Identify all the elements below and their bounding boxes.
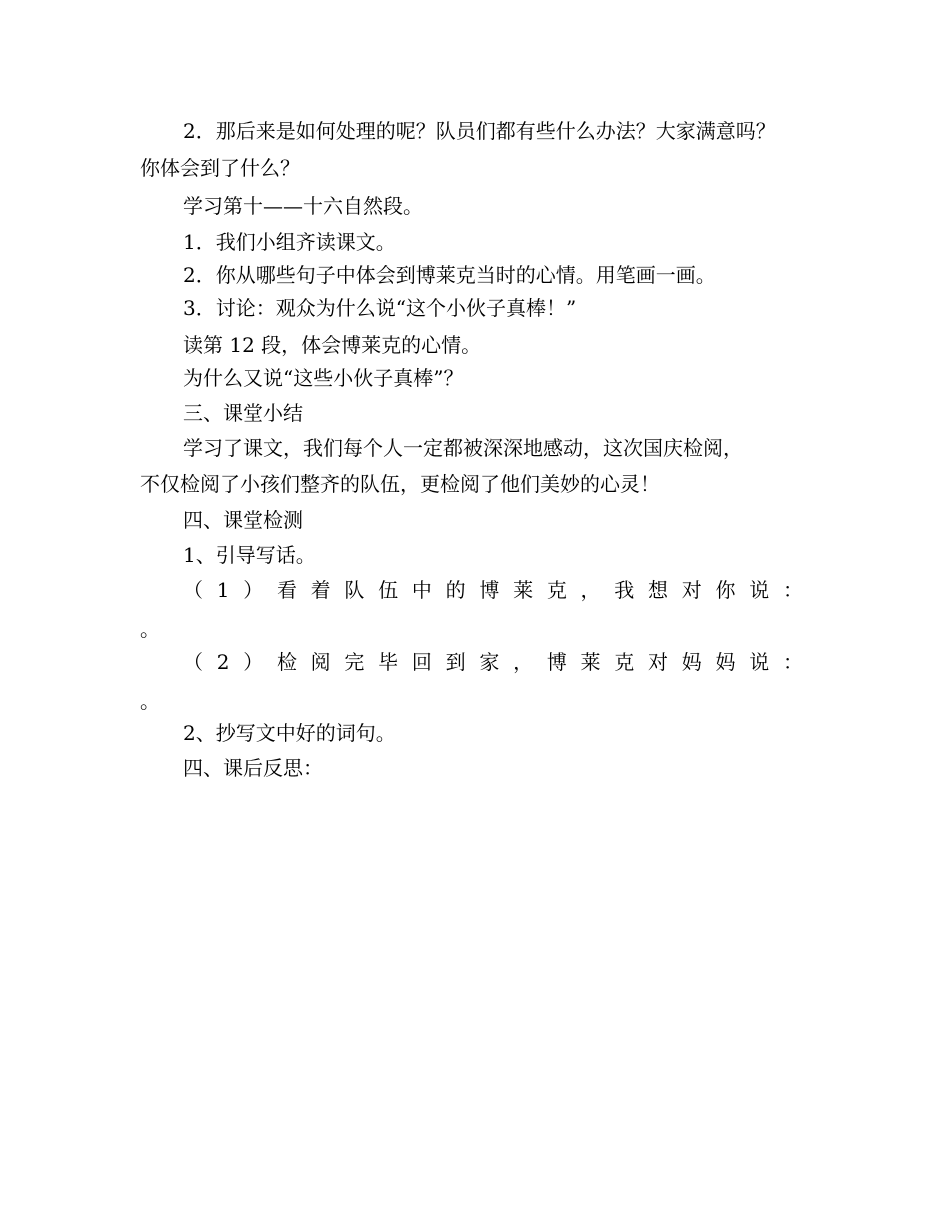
char: 克 [614,650,635,674]
paragraph-line: 2．你从哪些句子中体会到博莱克当时的心情。用笔画一画。 [183,263,716,287]
char: 完 [344,650,365,674]
char: 想 [648,578,669,602]
char: 对 [648,650,669,674]
char: 着 [310,578,331,602]
paragraph-line: 学习第十——十六自然段。 [183,194,423,218]
fill-in-line-2 [140,650,803,674]
section-heading: 四、课堂检测 [183,508,303,532]
char: 回 [411,650,432,674]
char: 莱 [513,578,534,602]
paragraph-line: 学习了课文，我们每个人一定都被深深地感动，这次国庆检阅， [183,436,743,460]
paragraph-line: 2．那后来是如何处理的呢？队员们都有些什么办法？大家满意吗？ [183,119,776,143]
paragraph-line: 不仅检阅了小孩们整齐的队伍，更检阅了他们美妙的心灵！ [140,472,660,496]
char: 你 [715,578,736,602]
char: 检 [276,650,297,674]
char: 2 [216,650,230,674]
char: 博 [546,650,567,674]
paragraph-line: 1、引导写话。 [183,543,316,567]
char: 博 [479,578,500,602]
char: 1 [216,578,230,602]
char: 说 [749,650,770,674]
char: 到 [445,650,466,674]
char: ） [243,578,264,602]
char: 中 [411,578,432,602]
paragraph-line: 读第 12 段，体会博莱克的心情。 [183,333,482,357]
char: 说 [749,578,770,602]
paragraph-line: 为什么又说“这些小伙子真棒”？ [183,366,464,390]
char: （ [183,650,203,674]
char: 伍 [378,578,399,602]
paragraph-line: 1．我们小组齐读课文。 [183,230,396,254]
section-heading: 三、课堂小结 [183,401,303,425]
char: ） [243,650,264,674]
char: 队 [344,578,365,602]
char: 妈 [715,650,736,674]
char: ， [580,578,601,602]
char: ， [513,650,534,674]
fill-in-line-2-end: 。 [140,689,160,713]
char: 看 [276,578,297,602]
char: 家 [479,650,500,674]
section-heading: 四、课后反思： [183,756,323,780]
paragraph-line: 你体会到了什么？ [140,156,300,180]
char: 阅 [310,650,331,674]
paragraph-line: 2、抄写文中好的词句。 [183,721,396,745]
char: ： [782,578,803,602]
char: ： [782,650,803,674]
fill-in-line-1 [140,578,803,602]
char: 妈 [681,650,702,674]
char: 莱 [580,650,601,674]
char: 对 [681,578,702,602]
char: 克 [546,578,567,602]
char: 我 [614,578,635,602]
paragraph-line: 3．讨论：观众为什么说“这个小伙子真棒！” [183,296,577,320]
char: （ [183,578,203,602]
fill-in-line-1-end: 。 [140,617,160,641]
char: 毕 [378,650,399,674]
char: 的 [445,578,466,602]
